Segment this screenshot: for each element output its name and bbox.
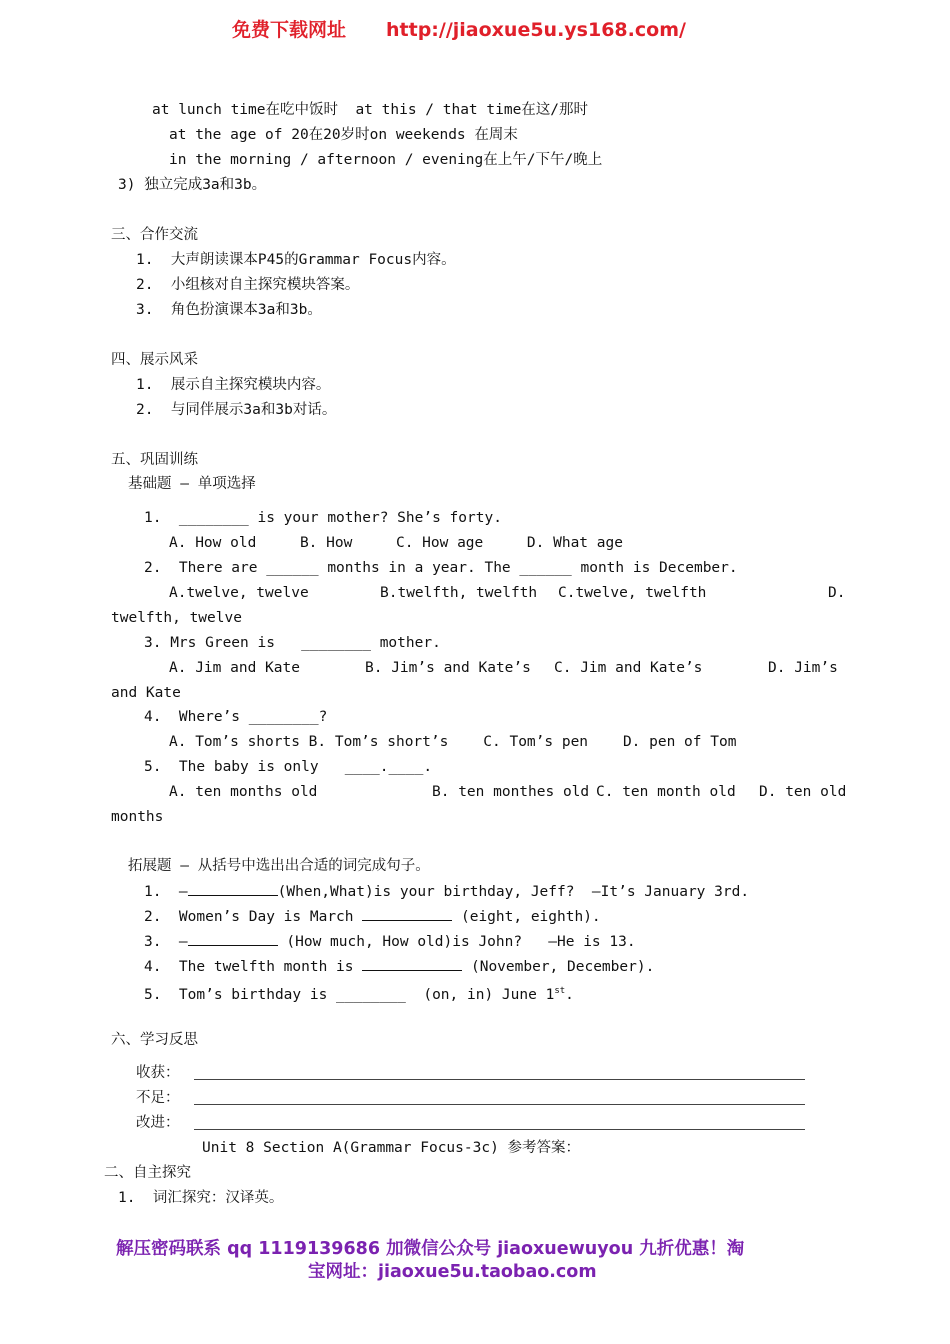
question-5-end: . (423, 759, 433, 775)
ext-1-post: (When,What)is your birthday, Jeff? —It’s January 3rd. (277, 884, 750, 900)
question-3-option-b: B. Jim’s and Kate’s (365, 660, 531, 676)
question-1-stem: 1. ________ is your mother? She’s forty. (144, 510, 502, 526)
question-2-stem: 2. There are ______ months in a year. The ______ month is December. (144, 560, 738, 576)
answers-item-1: 1. 词汇探究：汉译英。 (118, 1190, 284, 1206)
footer-line-1: 解压密码联系 qq 1119139686 加微信公众号 jiaoxuewuyou 九折优惠！淘 (116, 1239, 745, 1259)
question-1-options: A. How old B. How C. How age D. What age (169, 535, 623, 551)
list-item: 1. 大声朗读课本P45的Grammar Focus内容。 (136, 252, 456, 268)
question-3-option-d-cont: and Kate (111, 685, 181, 701)
question-4-options: A. Tom’s shorts B. Tom’s short’s C. Tom’s pen D. pen of Tom (169, 734, 737, 750)
answers-title: Unit 8 Section A(Grammar Focus-3c) 参考答案： (202, 1140, 581, 1156)
section-6-title: 六、学习反思 (111, 1032, 198, 1048)
list-item: 2. 小组核对自主探究模块答案。 (136, 277, 360, 293)
question-3-option-d: D. Jim’s (768, 660, 838, 676)
question-3-option-c: C. Jim and Kate’s (554, 660, 703, 676)
expression-line-2: at the age of 20在20岁时on weekends 在周末 (169, 127, 518, 143)
ext-5-sup: st (554, 986, 566, 996)
question-3-stem: 3. Mrs Green is ________ mother. (144, 635, 441, 651)
extension-item-1 (144, 881, 749, 902)
list-item: 3. 角色扮演课本3a和3b。 (136, 302, 322, 318)
question-3-option-a: A. Jim and Kate (169, 660, 300, 676)
step-3: 3) 独立完成3a和3b。 (118, 177, 267, 193)
question-2-option-d-cont: twelfth, twelve (111, 610, 242, 626)
ext-3-pre: 3. — (144, 934, 188, 950)
header-url[interactable]: http://jiaoxue5u.ys168.com/ (386, 19, 686, 41)
question-2-option-a: A.twelve, twelve (169, 585, 309, 601)
ext-2-blank[interactable] (362, 906, 452, 921)
extension-item-3 (144, 931, 636, 952)
section-3-title: 三、合作交流 (111, 227, 198, 243)
question-5-option-d-cont: months (111, 809, 164, 825)
ext-3-post: (How much, How old)is John? —He is 13. (277, 934, 636, 950)
question-2-option-b: B.twelfth, twelfth (380, 585, 538, 601)
extension-title: 拓展题 — 从括号中选出出合适的词完成句子。 (128, 858, 430, 874)
question-2-option-c: C.twelve, twelfth (558, 585, 707, 601)
ext-4-pre: 4. The twelfth month is (144, 959, 363, 975)
section-4-title: 四、展示风采 (111, 352, 198, 368)
question-5-blank: ____.____ (344, 759, 424, 775)
question-5-option-a: A. ten months old (169, 784, 318, 800)
ext-1-pre: 1. — (144, 884, 188, 900)
answers-section: 二、自主探究 (104, 1165, 191, 1181)
ext-4-blank[interactable] (362, 956, 462, 971)
ext-1-blank[interactable] (188, 881, 278, 896)
reflection-line-shortfall[interactable] (194, 1104, 805, 1105)
reflection-label-shortfall: 不足： (136, 1090, 180, 1106)
header-label: 免费下载网址 (232, 19, 347, 41)
ext-2-post: (eight, eighth). (452, 909, 601, 925)
reflection-line-improve[interactable] (194, 1129, 805, 1130)
reflection-label-improve: 改进： (136, 1115, 180, 1131)
question-5-stem (144, 757, 432, 777)
ext-5-end: . (565, 987, 574, 1003)
question-2-option-d: D. (828, 585, 846, 601)
list-item: 2. 与同伴展示3a和3b对话。 (136, 402, 337, 418)
list-item: 1. 展示自主探究模块内容。 (136, 377, 331, 393)
reflection-label-gain: 收获： (136, 1065, 180, 1081)
basic-title: 基础题 — 单项选择 (128, 476, 256, 492)
expression-line-1: at lunch time在吃中饭时 at this / that time在这/那时 (152, 102, 589, 118)
question-5-option-b: B. ten monthes old (432, 784, 590, 800)
reflection-line-gain[interactable] (194, 1079, 805, 1080)
question-5-text: 5. The baby is only (144, 759, 345, 775)
ext-3-blank[interactable] (188, 931, 278, 946)
question-5-option-d: D. ten old (759, 784, 847, 800)
footer-line-2[interactable]: 宝网址：jiaoxue5u.taobao.com (308, 1262, 597, 1282)
expression-line-3: in the morning / afternoon / evening在上午/下午/晚上 (169, 152, 603, 168)
question-5-option-c: C. ten month old (596, 784, 736, 800)
section-5-title: 五、巩固训练 (111, 452, 198, 468)
ext-2-pre: 2. Women’s Day is March (144, 909, 363, 925)
extension-item-2 (144, 906, 601, 927)
extension-item-4 (144, 956, 654, 977)
ext-4-post: (November, December). (462, 959, 655, 975)
question-4-stem: 4. Where’s ________? (144, 709, 328, 725)
extension-item-5 (144, 981, 574, 1005)
ext-5-text: 5. Tom’s birthday is ________ (on, in) June 1 (144, 987, 555, 1003)
